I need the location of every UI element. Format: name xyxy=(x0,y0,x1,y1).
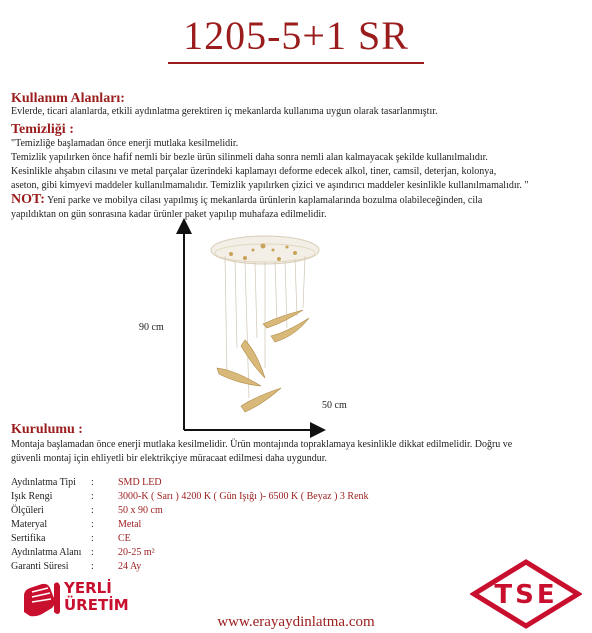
spec-colon: : xyxy=(91,519,94,530)
spec-label: Işık Rengi xyxy=(11,491,53,502)
spec-value: 3000-K ( Sarı ) 4200 K ( Gün Işığı )- 6500 K ( Beyaz ) 3 Renk xyxy=(118,491,369,502)
domestic-production-badge xyxy=(20,578,138,618)
spec-value: Metal xyxy=(118,519,142,530)
spec-label: Garanti Süresi xyxy=(11,561,69,572)
spec-colon: : xyxy=(91,505,94,516)
tse-logo xyxy=(470,558,582,630)
spec-label: Materyal xyxy=(11,519,48,530)
installation-text xyxy=(11,438,512,466)
spec-colon: : xyxy=(91,547,94,558)
spec-row xyxy=(11,476,369,490)
cleaning-heading: Temizliği : xyxy=(11,122,74,137)
badge-line-1: YERLİ xyxy=(64,579,112,597)
spec-row xyxy=(11,560,369,574)
note-line: Yeni parke ve mobilya cilası yapılmış iç mekanlarda ürünlerin kaplamalarında bozulma olabileceğinden, cila xyxy=(47,195,483,206)
spec-row xyxy=(11,490,369,504)
spec-list xyxy=(11,476,369,574)
spec-label: Sertifika xyxy=(11,533,46,544)
website-link[interactable]: www.erayaydinlatma.com xyxy=(217,614,375,630)
note-label: NOT: xyxy=(11,192,45,207)
spec-value: 50 x 90 cm xyxy=(118,505,163,516)
spec-label: Aydınlatma Tipi xyxy=(11,477,76,488)
badge-line-2: ÜRETİM xyxy=(64,596,129,614)
installation-line: Montaja başlamadan önce enerji mutlaka kesilmelidir. Ürün montajında topraklamaya kesinlikle dikkat edilmelidir. Doğru ve xyxy=(11,439,513,450)
cleaning-line: Kesinlikle ahşabın cilasını ve metal parçalar üzerindeki kaplamayı deforme edecek alkol, tiner, camsil, deterjan, kolonya, xyxy=(11,166,497,177)
installation-heading: Kurulumu : xyxy=(11,422,83,437)
leaf-pendants xyxy=(217,310,309,412)
ceiling-plate xyxy=(211,236,319,264)
installation-line: güvenli montaj için ehliyetli bir elektrikçiye müracaat edilmesi daha uygundur. xyxy=(11,453,328,464)
product-title: 1205-5+1 SR xyxy=(183,13,409,58)
spec-colon: : xyxy=(91,491,94,502)
note-line: yapıldıktan on gün sonrasına kadar ürünler paket yapılıp muhafaza edilmelidir. xyxy=(11,209,327,220)
spec-value: SMD LED xyxy=(118,477,162,488)
spec-colon: : xyxy=(91,533,94,544)
usage-text: Evlerde, ticari alanlarda, etkili aydınlatma gerektiren iç mekanlarda kullanıma uygun olarak tasarlanmıştır. xyxy=(11,106,438,117)
spec-value: 20-25 m² xyxy=(118,547,155,558)
spec-label: Ölçüleri xyxy=(11,505,44,516)
cleaning-line: Temizlik yapılırken önce hafif nemli bir bezle ürün silinmeli daha sonra nemli alan kalmayacak şekilde kullanılmalıdır. xyxy=(11,152,488,163)
tse-logo-text: TSE xyxy=(494,580,558,610)
spec-row xyxy=(11,504,369,518)
usage-heading: Kullanım Alanları: xyxy=(11,91,125,106)
spec-value: 24 Ay xyxy=(118,561,142,572)
height-label: 90 cm xyxy=(139,322,164,333)
spec-row xyxy=(11,532,369,546)
cleaning-line: "Temizliğe başlamadan önce enerji mutlaka kesilmelidir. xyxy=(11,138,239,149)
spec-row xyxy=(11,518,369,532)
cleaning-line: aseton, gibi kimyevi maddeler kullanılmamalıdır. Temizlik yapılırken çizici ve aşındırıcı maddeler kesinlikle kullanılmamalıdır. " xyxy=(11,180,529,191)
spec-row xyxy=(11,546,369,560)
spec-label: Aydınlatma Alanı xyxy=(11,547,82,558)
width-label: 50 cm xyxy=(322,400,347,411)
spec-colon: : xyxy=(91,561,94,572)
chandelier-illustration xyxy=(205,228,325,428)
spec-colon: : xyxy=(91,477,94,488)
spec-value: CE xyxy=(118,533,131,544)
